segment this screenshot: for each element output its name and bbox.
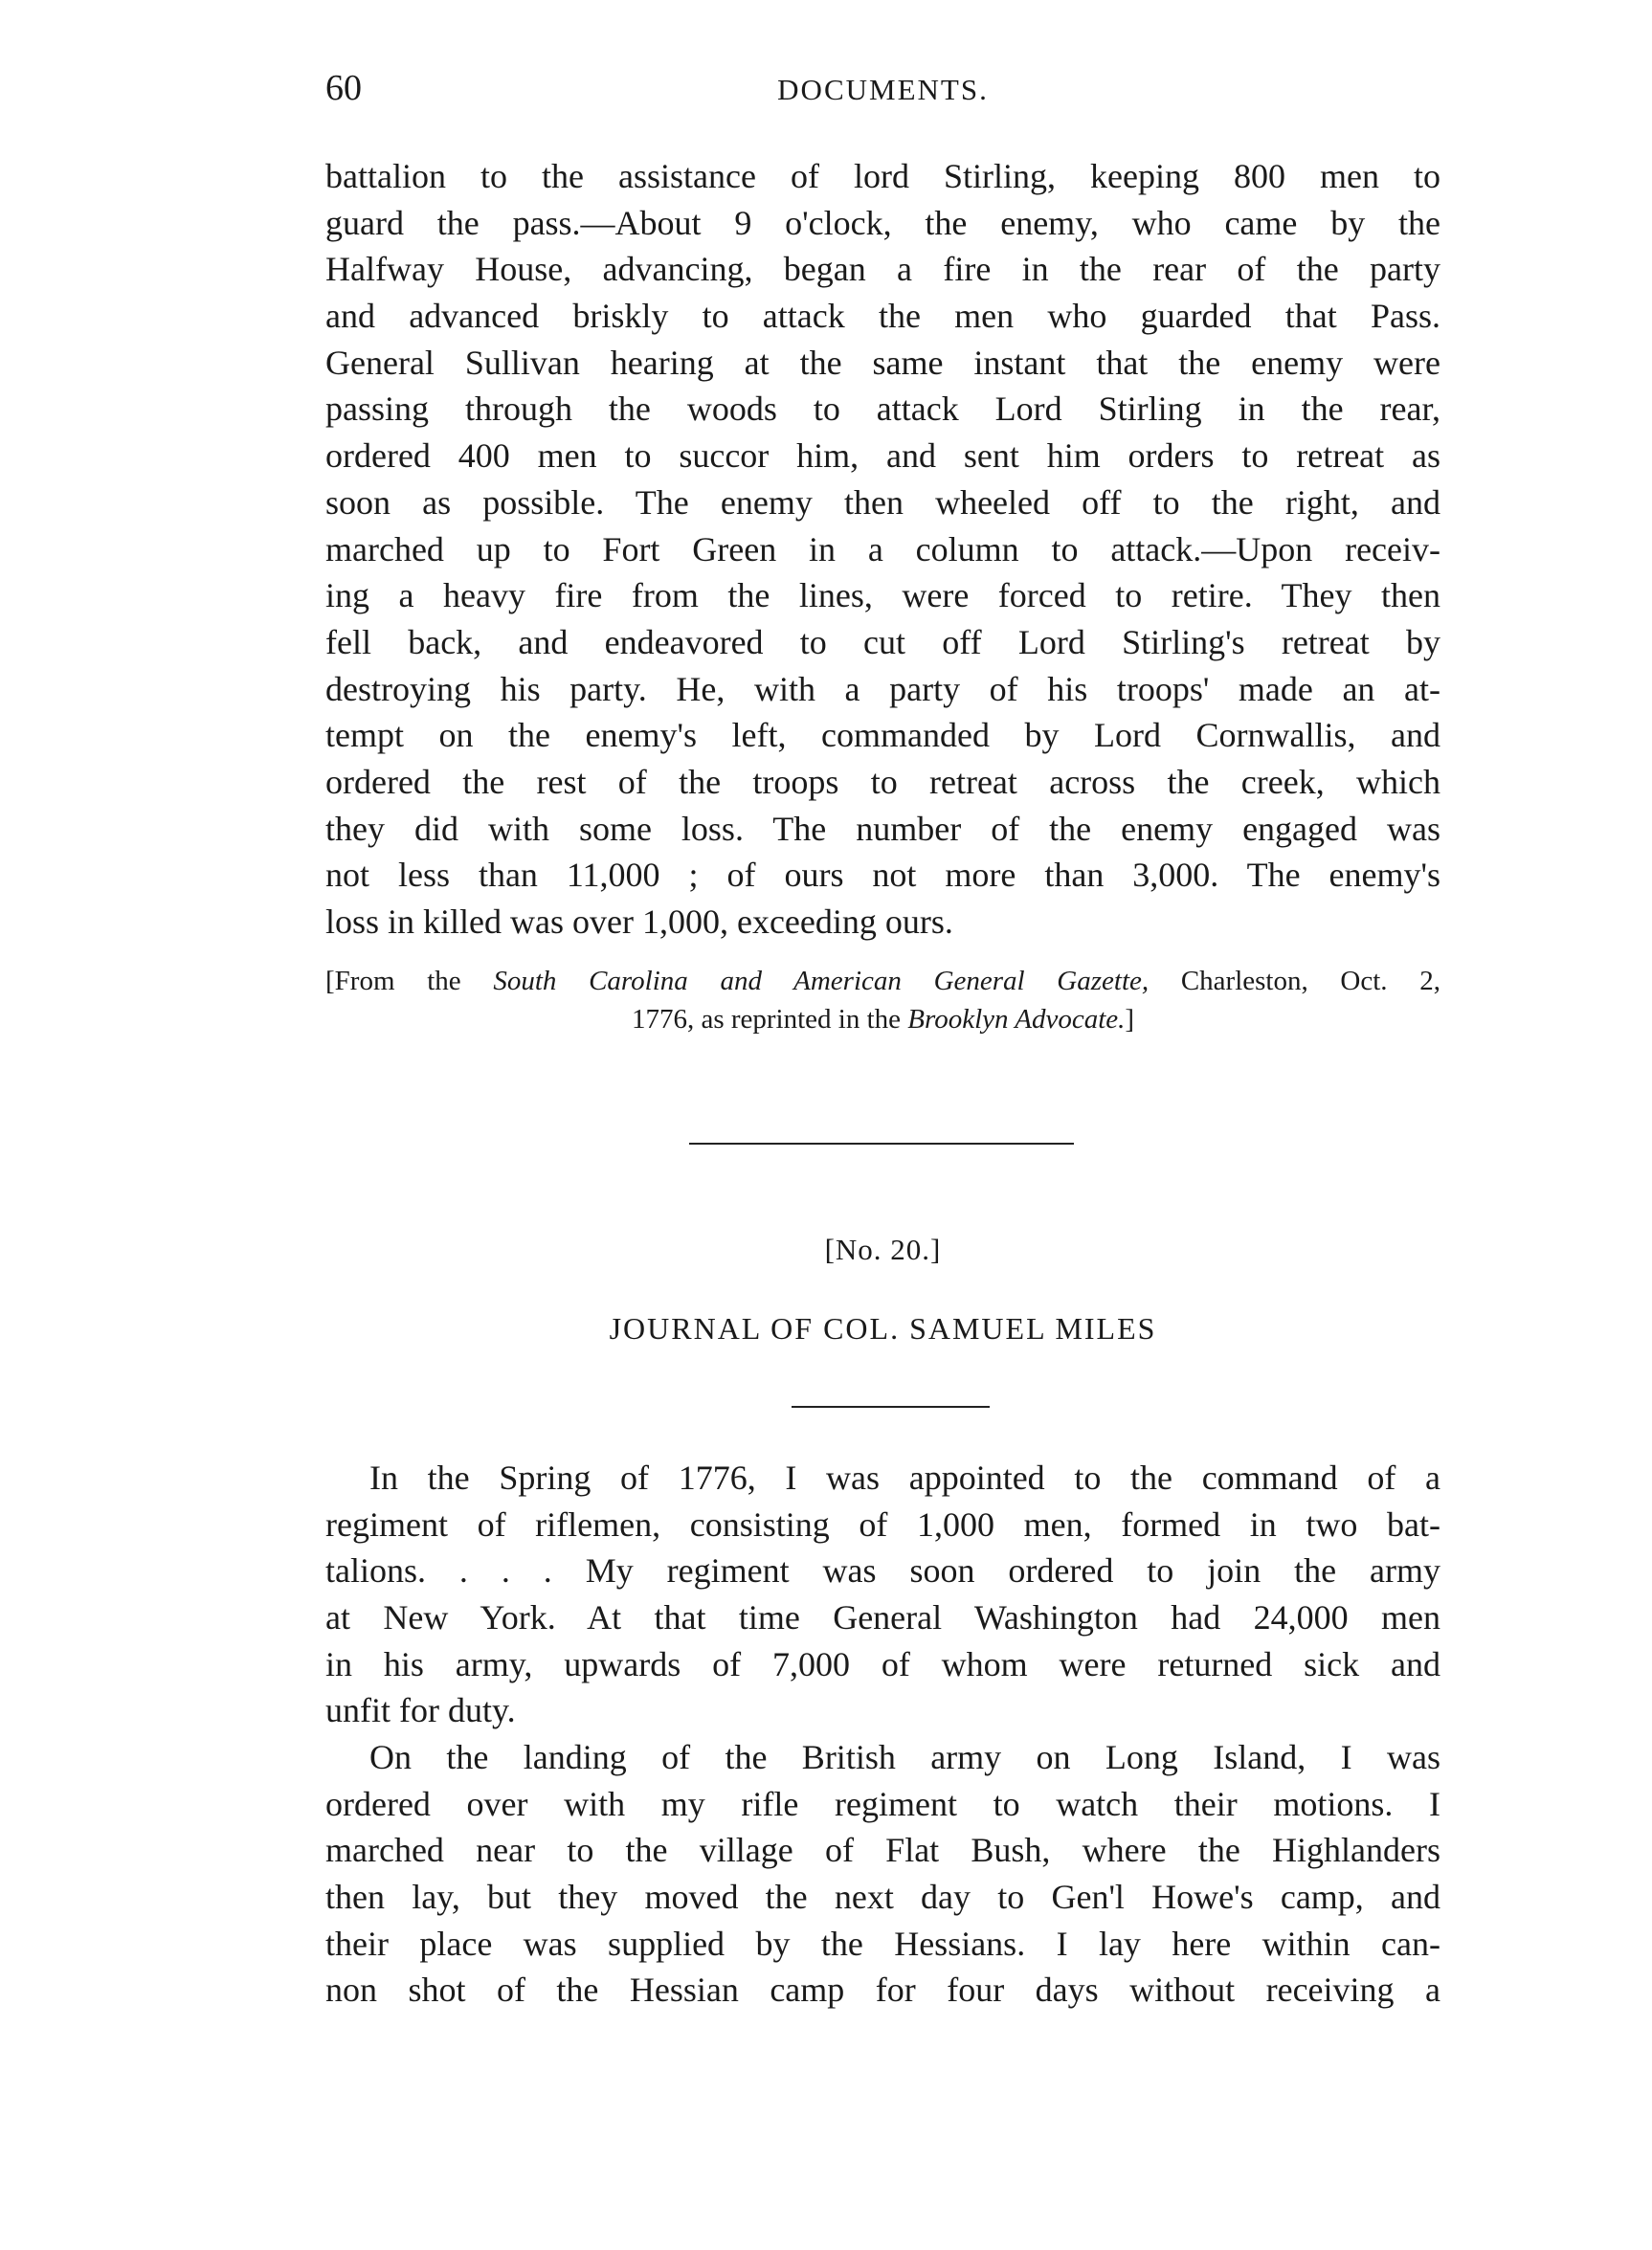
text-line: not less than 11,000 ; of ours not more than 3,000. The enemy's: [325, 856, 1440, 895]
text-line: destroying his party. He, with a party of his troops' made an at-: [325, 669, 1440, 708]
text-line: fell back, and endeavored to cut off Lord Stirling's retreat by: [325, 622, 1440, 661]
text-line: passing through the woods to attack Lord Stirling in the rear,: [325, 390, 1440, 429]
text-line: ordered over with my rifle regiment to watch their motions. I: [325, 1784, 1440, 1823]
journal-paragraph-2: [325, 1734, 1440, 2014]
text-line: at New York. At that time General Washington had 24,000 men: [325, 1598, 1440, 1637]
text-line: soon as possible. The enemy then wheeled off to the right, and: [325, 482, 1440, 522]
source-citation: [325, 962, 1440, 1038]
citation-close: ]: [1125, 1004, 1135, 1035]
citation-open: [From the: [325, 966, 494, 996]
text-line: ordered the rest of the troops to retreat across the creek, which: [325, 762, 1440, 801]
text-line: ordered 400 men to succor him, and sent him orders to retreat as: [325, 436, 1440, 476]
text-line: General Sullivan hearing at the same instant that the enemy were: [325, 343, 1440, 382]
text-line: regiment of riflemen, consisting of 1,000 men, formed in two bat-: [325, 1504, 1440, 1544]
text-line: Halfway House, advancing, began a fire in the rear of the party: [325, 250, 1440, 289]
text-line: non shot of the Hessian camp for four days without receiving a: [325, 1971, 1440, 2010]
document-title: JOURNAL OF COL. SAMUEL MILES: [609, 1311, 1157, 1346]
citation-place-date: Charleston, Oct. 2,: [1149, 966, 1441, 996]
citation-line-1: [325, 962, 1440, 1000]
text-line: guard the pass.—About 9 o'clock, the enemy, who came by the: [325, 203, 1440, 242]
text-line: their place was supplied by the Hessians. I lay here within can-: [325, 1924, 1440, 1963]
text-line: battalion to the assistance of lord Stirling, keeping 800 men to: [325, 157, 1440, 195]
page-number: 60: [325, 68, 362, 108]
text-line: tempt on the enemy's left, commanded by Lord Cornwallis, and: [325, 716, 1440, 755]
text-line: loss in killed was over 1,000, exceeding ours.: [325, 902, 953, 941]
text-line: On the landing of the British army on Long Island, I was: [369, 1738, 1440, 1776]
citation-line-2: [325, 1000, 1440, 1038]
page-header: [325, 67, 1440, 115]
text-line: they did with some loss. The number of the enemy engaged was: [325, 809, 1440, 848]
text-line: and advanced briskly to attack the men who guarded that Pass.: [325, 297, 1440, 336]
citation-line2-start: 1776, as reprinted in the: [631, 1004, 908, 1035]
text-line: marched near to the village of Flat Bush, where the Highlanders: [325, 1831, 1440, 1870]
text-line: in his army, upwards of 7,000 of whom were returned sick and: [325, 1644, 1440, 1683]
citation-gazette-title: South Carolina and American General Gazette,: [493, 966, 1150, 996]
text-line: In the Spring of 1776, I was appointed to the command of a: [369, 1459, 1440, 1497]
title-divider: [792, 1406, 990, 1408]
text-line: talions. . . . My regiment was soon ordered to join the army: [325, 1551, 1440, 1591]
text-line: marched up to Fort Green in a column to attack.—Upon receiv-: [325, 529, 1440, 568]
citation-advocate-title: Brooklyn Advocate.: [907, 1004, 1126, 1035]
document-number: [No. 20.]: [824, 1233, 942, 1266]
journal-paragraph-1: [325, 1455, 1440, 1734]
running-head: DOCUMENTS.: [777, 73, 989, 106]
text-line: ing a heavy fire from the lines, were forced to retire. They then: [325, 576, 1440, 615]
text-line: then lay, but they moved the next day to Gen'l Howe's camp, and: [325, 1878, 1440, 1917]
continuation-paragraph: [325, 153, 1440, 946]
section-divider: [689, 1143, 1074, 1145]
text-line: unfit for duty.: [325, 1691, 516, 1730]
